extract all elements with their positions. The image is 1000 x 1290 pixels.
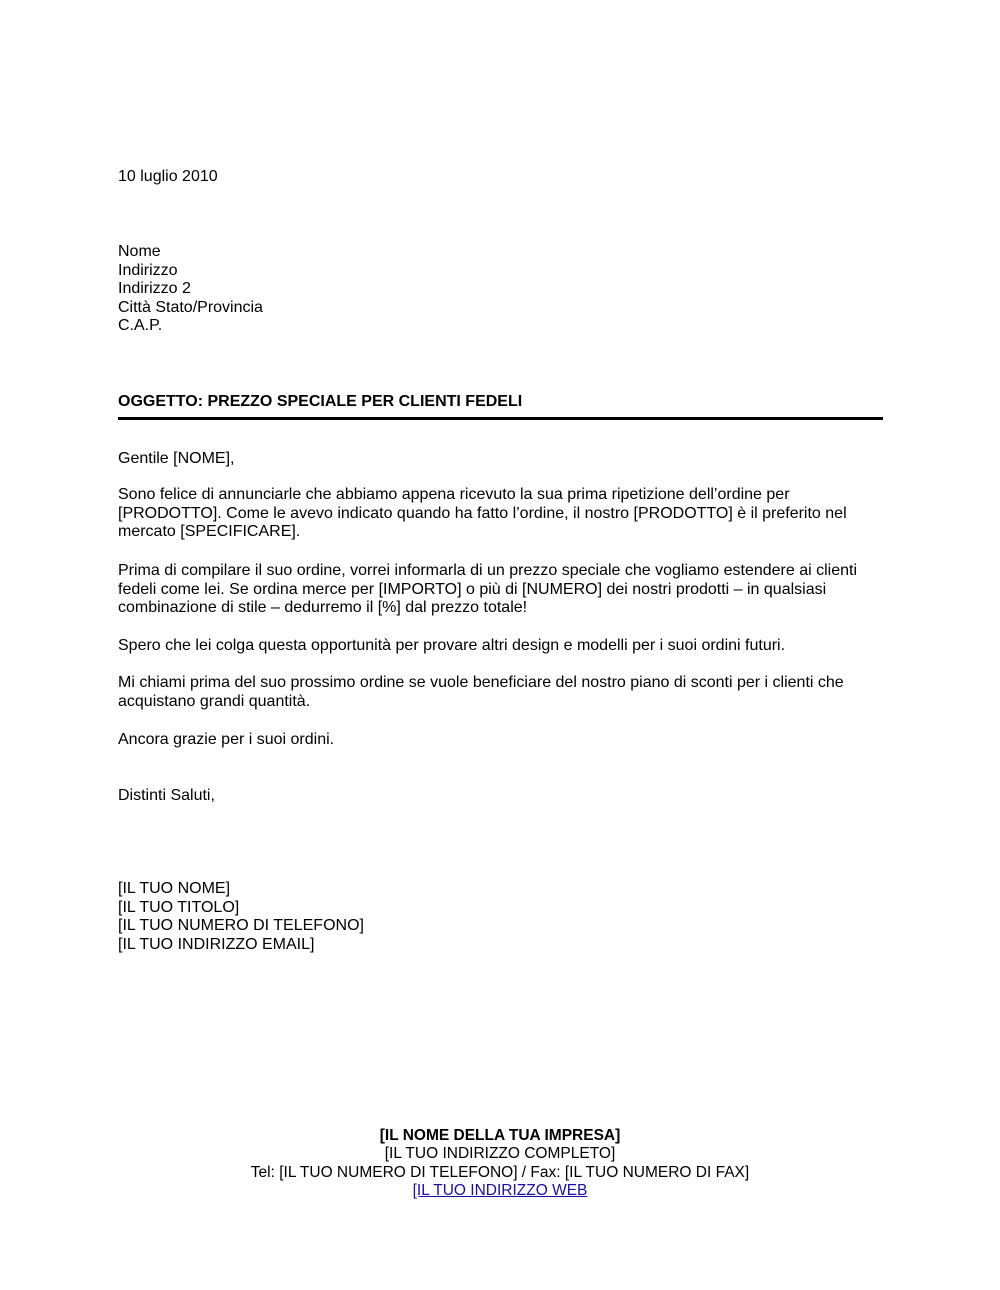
footer-web-link[interactable]: [IL TUO INDIRIZZO WEB: [412, 1182, 588, 1200]
letter-subject: OGGETTO: PREZZO SPECIALE PER CLIENTI FEDELI: [118, 393, 883, 420]
letterhead-footer: [0, 1127, 1000, 1201]
signature-name: [IL TUO NOME]: [118, 880, 231, 897]
signature-title: [IL TUO TITOLO]: [118, 898, 240, 916]
address-line-postcode: C.A.P.: [118, 317, 163, 335]
footer-contacts: Tel: [IL TUO NUMERO DI TELEFONO] / Fax: [IL TUO NUMERO DI FAX]: [250, 1163, 750, 1181]
address-line-city: Città Stato/Provincia: [118, 298, 263, 316]
signature-block: [118, 880, 883, 954]
body-paragraph: Sono felice di annunciarle che abbiamo appena ricevuto la sua prima ripetizione dell’ordine per [PRODOTTO]. Come le avevo indicato quando ha fatto l’ordine, il nostro [PRODOTTO] è il preferito nel mercato [SPECIFICARE].: [118, 486, 847, 541]
address-line-name: Nome: [118, 243, 161, 260]
letter-greeting: Gentile [NOME],: [118, 450, 235, 467]
address-line-2: Indirizzo 2: [118, 280, 191, 298]
footer-address: [IL TUO INDIRIZZO COMPLETO]: [384, 1145, 616, 1163]
letter-date: 10 luglio 2010: [118, 168, 218, 185]
address-line-1: Indirizzo: [118, 261, 178, 279]
recipient-address: [118, 243, 883, 336]
body-paragraph: Ancora grazie per i suoi ordini.: [118, 731, 335, 748]
signature-phone: [IL TUO NUMERO DI TELEFONO]: [118, 917, 364, 935]
footer-company: [IL NOME DELLA TUA IMPRESA]: [379, 1127, 621, 1144]
signature-email: [IL TUO INDIRIZZO EMAIL]: [118, 935, 315, 953]
body-paragraph: Prima di compilare il suo ordine, vorrei informarla di un prezzo speciale che vogliamo estendere ai clienti fedeli come lei. Se ordina merce per [IMPORTO] o più di [NUMERO] dei nostri prodotti – in qualsiasi combinazione di stile – dedurremo il [%] dal prezzo totale!: [118, 562, 858, 617]
body-paragraph: Spero che lei colga questa opportunità per provare altri design e modelli per i suoi ordini futuri.: [118, 637, 786, 654]
body-paragraph: Mi chiami prima del suo prossimo ordine se vuole beneficiare del nostro piano di sconti per i clienti che acquistano grandi quantità.: [118, 674, 844, 710]
letter-closing: Distinti Saluti,: [118, 787, 215, 804]
